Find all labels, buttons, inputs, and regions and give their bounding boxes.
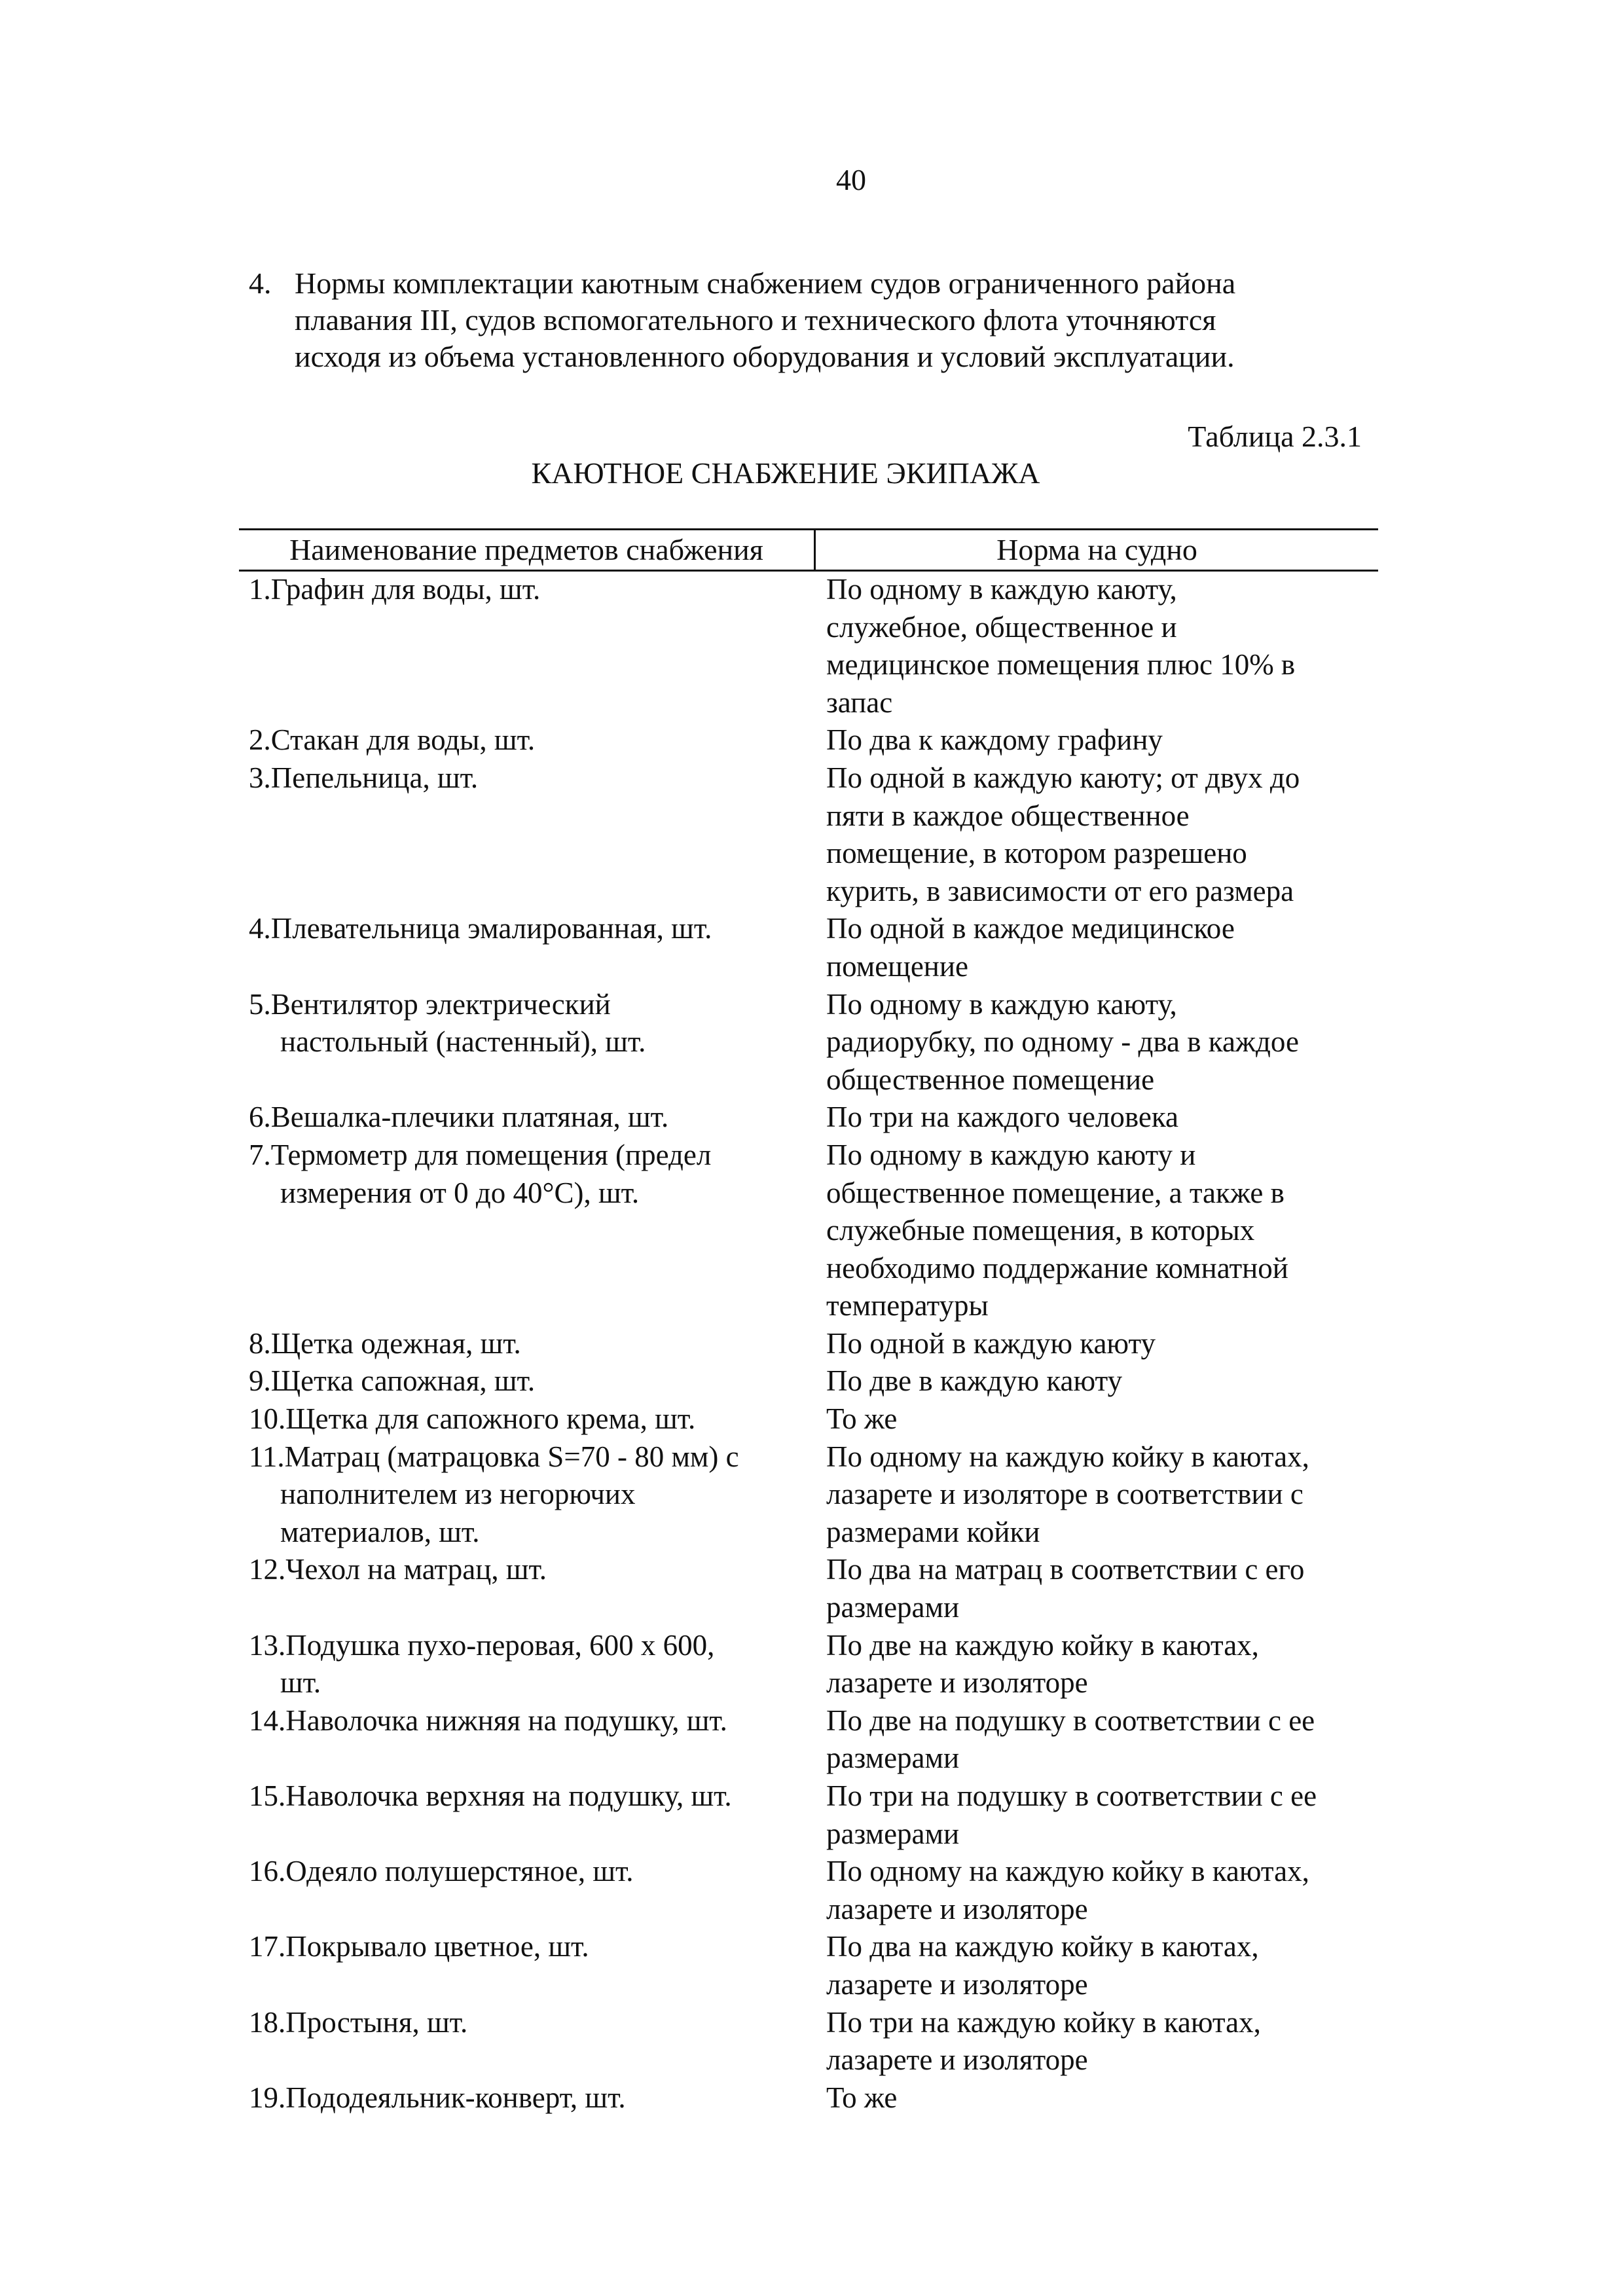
paragraph-line: Нормы комплектации каютным снабжением судов ограниченного района (295, 266, 1236, 300)
table-row (249, 910, 1375, 985)
item-norm-cell (826, 1400, 1375, 1438)
item-norm-line: общественное помещение, а также в (826, 1176, 1285, 1209)
header-norm: Норма на судно (996, 533, 1197, 566)
item-name-line: 11.Матрац (матрацовка S=70 - 80 мм) с (249, 1440, 739, 1473)
item-name-cell (249, 571, 826, 721)
item-name-cell (249, 1777, 826, 1853)
item-norm-line: По одному в каждую каюту и (826, 1138, 1196, 1171)
item-norm-line: По одному в каждую каюту, (826, 987, 1177, 1021)
item-norm-line: медицинское помещения плюс 10% в (826, 648, 1296, 682)
item-norm-line: температуры (826, 1289, 989, 1322)
item-norm-line: По две на каждую койку в каютах, (826, 1628, 1259, 1662)
item-norm-cell (826, 1551, 1375, 1626)
item-name-line: 17.Покрывало цветное, шт. (249, 1930, 589, 1963)
table-row (249, 1853, 1375, 1928)
item-norm-cell (826, 910, 1375, 985)
table-row (249, 759, 1375, 910)
item-name-line: 13.Подушка пухо-перовая, 600 х 600, (249, 1628, 715, 1662)
item-norm-cell (826, 1362, 1375, 1400)
table-row (249, 1137, 1375, 1325)
item-name-cell (249, 759, 826, 910)
item-norm-cell (826, 571, 1375, 721)
item-norm-cell (826, 1702, 1375, 1777)
table-row (249, 1438, 1375, 1552)
item-norm-line: То же (826, 2081, 898, 2114)
item-norm-line: По одной в каждое медицинское (826, 912, 1235, 945)
table-row (249, 2079, 1375, 2117)
item-name-cell (249, 986, 826, 1099)
table-row (249, 571, 1375, 721)
item-norm-line: помещение, в котором разрешено (826, 837, 1247, 870)
item-norm-cell (826, 1853, 1375, 1928)
item-name-cell (249, 1551, 826, 1626)
item-norm-cell (826, 2079, 1375, 2117)
item-name-line: 2.Стакан для воды, шт. (249, 723, 536, 757)
item-norm-line: лазарете и изоляторе (826, 2043, 1088, 2077)
item-norm-cell (826, 1928, 1375, 2003)
table-row (249, 1362, 1375, 1400)
item-name-line: 7.Термометр для помещения (предел (249, 1138, 712, 1171)
item-norm-line: запас (826, 685, 893, 719)
item-name-line: 9.Щетка сапожная, шт. (249, 1364, 536, 1398)
item-name-line: 10.Щетка для сапожного крема, шт. (249, 1402, 696, 1436)
item-name-line: 6.Вешалка-плечики платяная, шт. (249, 1101, 669, 1134)
item-name-line: измерения от 0 до 40°С), шт. (280, 1176, 640, 1209)
item-name-line: 14.Наволочка нижняя на подушку, шт. (249, 1704, 727, 1737)
item-name-line: 12.Чехол на матрац, шт. (249, 1553, 547, 1586)
item-name-cell (249, 1400, 826, 1438)
item-name-cell (249, 1438, 826, 1552)
table-body (249, 571, 1375, 2117)
item-norm-line: лазарете и изоляторе (826, 1967, 1088, 2001)
table-label: Таблица 2.3.1 (1188, 420, 1362, 453)
item-norm-line: По одному на каждую койку в каютах, (826, 1855, 1309, 1888)
table-title: КАЮТНОЕ СНАБЖЕНИЕ ЭКИПАЖА (531, 456, 1040, 490)
item-norm-line: По два на матрац в соответствии с его (826, 1553, 1305, 1586)
item-name-cell (249, 1099, 826, 1137)
item-norm-cell (826, 1777, 1375, 1853)
item-norm-line: По одной в каждую каюту; от двух до (826, 761, 1300, 794)
item-norm-line: По одному в каждую каюту, (826, 573, 1177, 606)
table-row (249, 1099, 1375, 1137)
item-norm-line: размерами (826, 1591, 960, 1624)
item-name-line: 15.Наволочка верхняя на подушку, шт. (249, 1779, 732, 1812)
item-name-line: 16.Одеяло полушерстяное, шт. (249, 1855, 634, 1888)
item-norm-cell (826, 721, 1375, 759)
item-name-cell (249, 910, 826, 985)
header-name: Наименование предметов снабжения (289, 533, 763, 566)
item-norm-line: По одному на каждую койку в каютах, (826, 1440, 1309, 1473)
item-norm-cell (826, 2004, 1375, 2079)
item-name-line: 18.Простыня, шт. (249, 2005, 468, 2039)
item-norm-cell (826, 759, 1375, 910)
table-row (249, 1325, 1375, 1363)
item-norm-line: необходимо поддержание комнатной (826, 1251, 1288, 1285)
item-name-cell (249, 1853, 826, 1928)
item-norm-line: По две в каждую каюту (826, 1364, 1123, 1398)
item-name-cell (249, 1702, 826, 1777)
paragraph-line: плавания III, судов вспомогательного и технического флота уточняются (295, 303, 1216, 337)
paragraph-4 (249, 265, 1414, 375)
table-row (249, 1627, 1375, 1702)
item-norm-line: курить, в зависимости от его размера (826, 874, 1294, 907)
table-row (249, 1928, 1375, 2003)
item-name-line: 19.Пододеяльник-конверт, шт. (249, 2081, 626, 2114)
item-norm-line: размерами (826, 1741, 960, 1775)
item-name-line: 1.Графин для воды, шт. (249, 573, 541, 606)
item-norm-line: По две на подушку в соответствии с ее (826, 1704, 1315, 1737)
item-norm-line: помещение (826, 949, 968, 983)
paragraph-number: 4. (249, 266, 272, 300)
item-name-cell (249, 2004, 826, 2079)
item-norm-line: размерами койки (826, 1515, 1040, 1548)
item-norm-line: По два на каждую койку в каютах, (826, 1930, 1259, 1963)
item-norm-cell (826, 1137, 1375, 1325)
table-row (249, 721, 1375, 759)
item-name-line: 3.Пепельница, шт. (249, 761, 479, 794)
item-name-line: 8.Щетка одежная, шт. (249, 1326, 521, 1360)
item-norm-cell (826, 1627, 1375, 1702)
item-norm-line: То же (826, 1402, 898, 1436)
table-row (249, 1702, 1375, 1777)
item-norm-line: размерами (826, 1817, 960, 1850)
item-norm-cell (826, 986, 1375, 1099)
item-name-line: 4.Плевательница эмалированная, шт. (249, 912, 712, 945)
page-number: 40 (836, 163, 866, 196)
item-norm-line: По три на каждую койку в каютах, (826, 2005, 1261, 2039)
item-norm-cell (826, 1438, 1375, 1552)
item-name-line: шт. (280, 1666, 321, 1700)
item-norm-line: общественное помещение (826, 1063, 1155, 1096)
item-name-line: материалов, шт. (280, 1515, 480, 1548)
item-norm-line: По два к каждому графину (826, 723, 1163, 757)
item-norm-cell (826, 1099, 1375, 1137)
item-name-cell (249, 1325, 826, 1363)
item-norm-line: радиорубку, по одному - два в каждое (826, 1025, 1299, 1059)
item-norm-cell (826, 1325, 1375, 1363)
table-row (249, 1551, 1375, 1626)
table-row (249, 1400, 1375, 1438)
item-norm-line: По одной в каждую каюту (826, 1326, 1156, 1360)
paragraph-line: исходя из объема установленного оборудования и условий эксплуатации. (295, 340, 1235, 373)
item-norm-line: пяти в каждое общественное (826, 799, 1190, 832)
table-top-rule (239, 528, 1378, 530)
item-norm-line: лазарете и изоляторе (826, 1666, 1088, 1700)
item-norm-line: служебное, общественное и (826, 610, 1177, 644)
item-name-cell (249, 1362, 826, 1400)
item-name-cell (249, 2079, 826, 2117)
item-name-line: настольный (настенный), шт. (280, 1025, 646, 1059)
item-name-line: 5.Вентилятор электрический (249, 987, 611, 1021)
item-name-cell (249, 1627, 826, 1702)
table-row (249, 1777, 1375, 1853)
item-norm-line: служебные помещения, в которых (826, 1214, 1255, 1247)
item-name-cell (249, 1928, 826, 2003)
item-norm-line: По три на каждого человека (826, 1101, 1179, 1134)
item-name-line: наполнителем из негорючих (280, 1478, 636, 1511)
table-row (249, 2004, 1375, 2079)
item-norm-line: лазарете и изоляторе (826, 1892, 1088, 1925)
item-norm-line: По три на подушку в соответствии с ее (826, 1779, 1317, 1812)
item-name-cell (249, 1137, 826, 1325)
item-norm-line: лазарете и изоляторе в соответствии с (826, 1478, 1304, 1511)
table-row (249, 986, 1375, 1099)
item-name-cell (249, 721, 826, 759)
